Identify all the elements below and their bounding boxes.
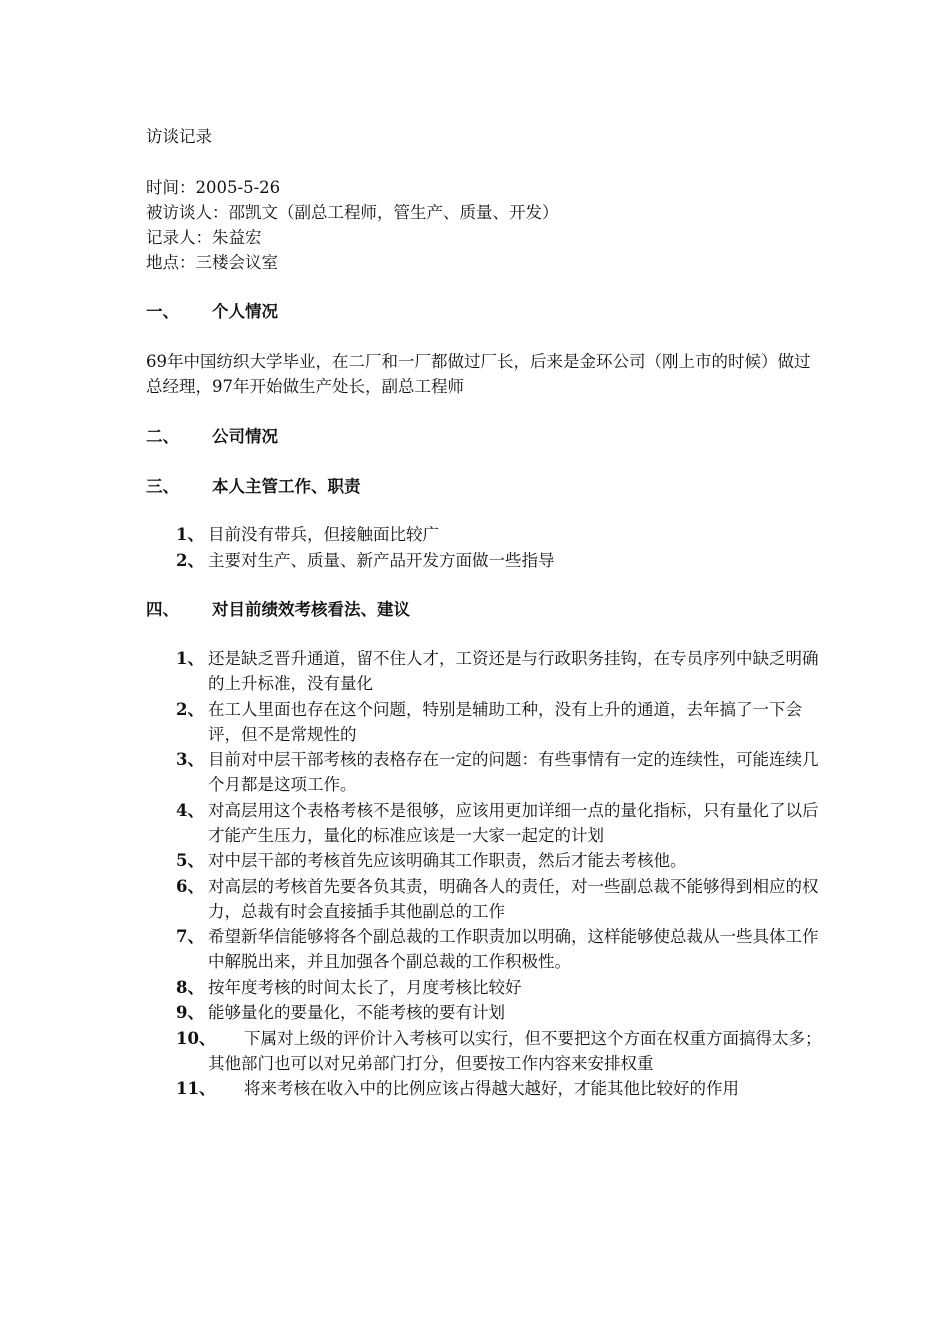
suggestions-list xyxy=(176,646,822,1102)
section-heading-1 xyxy=(146,299,278,324)
list-item xyxy=(176,975,822,1000)
list-item xyxy=(176,697,822,747)
section-number: 四、 xyxy=(146,600,179,619)
personal-paragraph: 69年中国纺织大学毕业，在二厂和一厂都做过厂长，后来是金环公司（刚上市的时候）做过总经理，97年开始做生产处长，副总工程师 xyxy=(146,352,811,396)
meta-location: 地点：三楼会议室 xyxy=(146,253,278,272)
section-title: 对目前绩效考核看法、建议 xyxy=(212,600,410,619)
list-number: 2、 xyxy=(176,699,204,719)
list-text: 希望新华信能够将各个副总裁的工作职责加以明确，这样能够使总裁从一些具体工作中解脱出来，并且加强各个副总裁的工作积极性。 xyxy=(208,927,819,971)
list-item xyxy=(176,874,822,924)
list-item xyxy=(176,798,822,848)
list-number: 1、 xyxy=(176,649,204,668)
section-title: 公司情况 xyxy=(212,427,278,446)
section-number: 二、 xyxy=(146,427,179,446)
list-item xyxy=(176,747,822,797)
list-text: 能够量化的要量化，不能考核的要有计划 xyxy=(208,1003,505,1022)
list-number: 4、 xyxy=(176,800,204,820)
meta-interviewee: 被访谈人：邵凯文（副总工程师，管生产、质量、开发） xyxy=(146,203,559,222)
list-text: 在工人里面也存在这个问题，特别是辅助工种，没有上升的通道，去年搞了一下会评，但不是常规性的 xyxy=(208,699,802,744)
list-number: 5、 xyxy=(176,851,204,870)
list-item xyxy=(176,848,822,873)
meta-recorder: 记录人：朱益宏 xyxy=(146,228,262,247)
section-number: 一、 xyxy=(146,302,179,321)
list-item xyxy=(176,1026,822,1076)
list-number: 6、 xyxy=(176,876,204,896)
list-item xyxy=(176,646,822,696)
meta-time: 时间：2005-5-26 xyxy=(146,178,281,197)
list-text: 按年度考核的时间太长了，月度考核比较好 xyxy=(208,977,522,997)
section-heading-4 xyxy=(146,597,410,622)
list-text: 对中层干部的考核首先应该明确其工作职责，然后才能去考核他。 xyxy=(208,851,687,870)
section-number: 三、 xyxy=(146,477,179,496)
section-title: 个人情况 xyxy=(212,302,278,321)
list-item xyxy=(176,1000,822,1025)
list-number: 7、 xyxy=(176,927,204,946)
list-text: 对高层用这个表格考核不是很够，应该用更加详细一点的量化指标，只有量化了以后才能产生压力，量化的标准应该是一大家一起定的计划 xyxy=(208,800,819,845)
list-number: 2、 xyxy=(176,550,204,570)
document-title: 访谈记录 xyxy=(146,127,212,146)
list-text: 下属对上级的评价计入考核可以实行，但不要把这个方面在权重方面搞得太多；其他部门也可以对兄弟部门打分，但要按工作内容来安排权重 xyxy=(208,1028,822,1073)
section-title: 本人主管工作、职责 xyxy=(212,477,361,496)
list-text: 目前对中层干部考核的表格存在一定的问题：有些事情有一定的连续性，可能连续几个月都是这项工作。 xyxy=(208,750,819,794)
list-item xyxy=(176,522,822,547)
section-heading-3 xyxy=(146,474,361,499)
list-item xyxy=(176,1076,822,1101)
list-text: 主要对生产、质量、新产品开发方面做一些指导 xyxy=(208,550,555,570)
list-number: 1、 xyxy=(176,525,204,544)
list-text: 目前没有带兵，但接触面比较广 xyxy=(208,525,439,544)
list-text: 还是缺乏晋升通道，留不住人才，工资还是与行政职务挂钩，在专员序列中缺乏明确的上升标准，没有量化 xyxy=(208,649,819,693)
list-number: 8、 xyxy=(176,977,204,997)
list-number: 9、 xyxy=(176,1003,204,1022)
list-item xyxy=(176,924,822,974)
list-number: 3、 xyxy=(176,750,204,769)
list-number: 10、 xyxy=(176,1028,216,1048)
section-heading-2 xyxy=(146,424,278,449)
list-item xyxy=(176,548,822,573)
list-text: 对高层的考核首先要各负其责，明确各人的责任，对一些副总裁不能够得到相应的权力，总裁有时会直接插手其他副总的工作 xyxy=(208,876,819,921)
duties-list xyxy=(176,522,822,573)
list-number: 11、 xyxy=(176,1079,216,1098)
list-text: 将来考核在收入中的比例应该占得越大越好，才能其他比较好的作用 xyxy=(244,1079,739,1098)
meta-block xyxy=(146,175,559,275)
